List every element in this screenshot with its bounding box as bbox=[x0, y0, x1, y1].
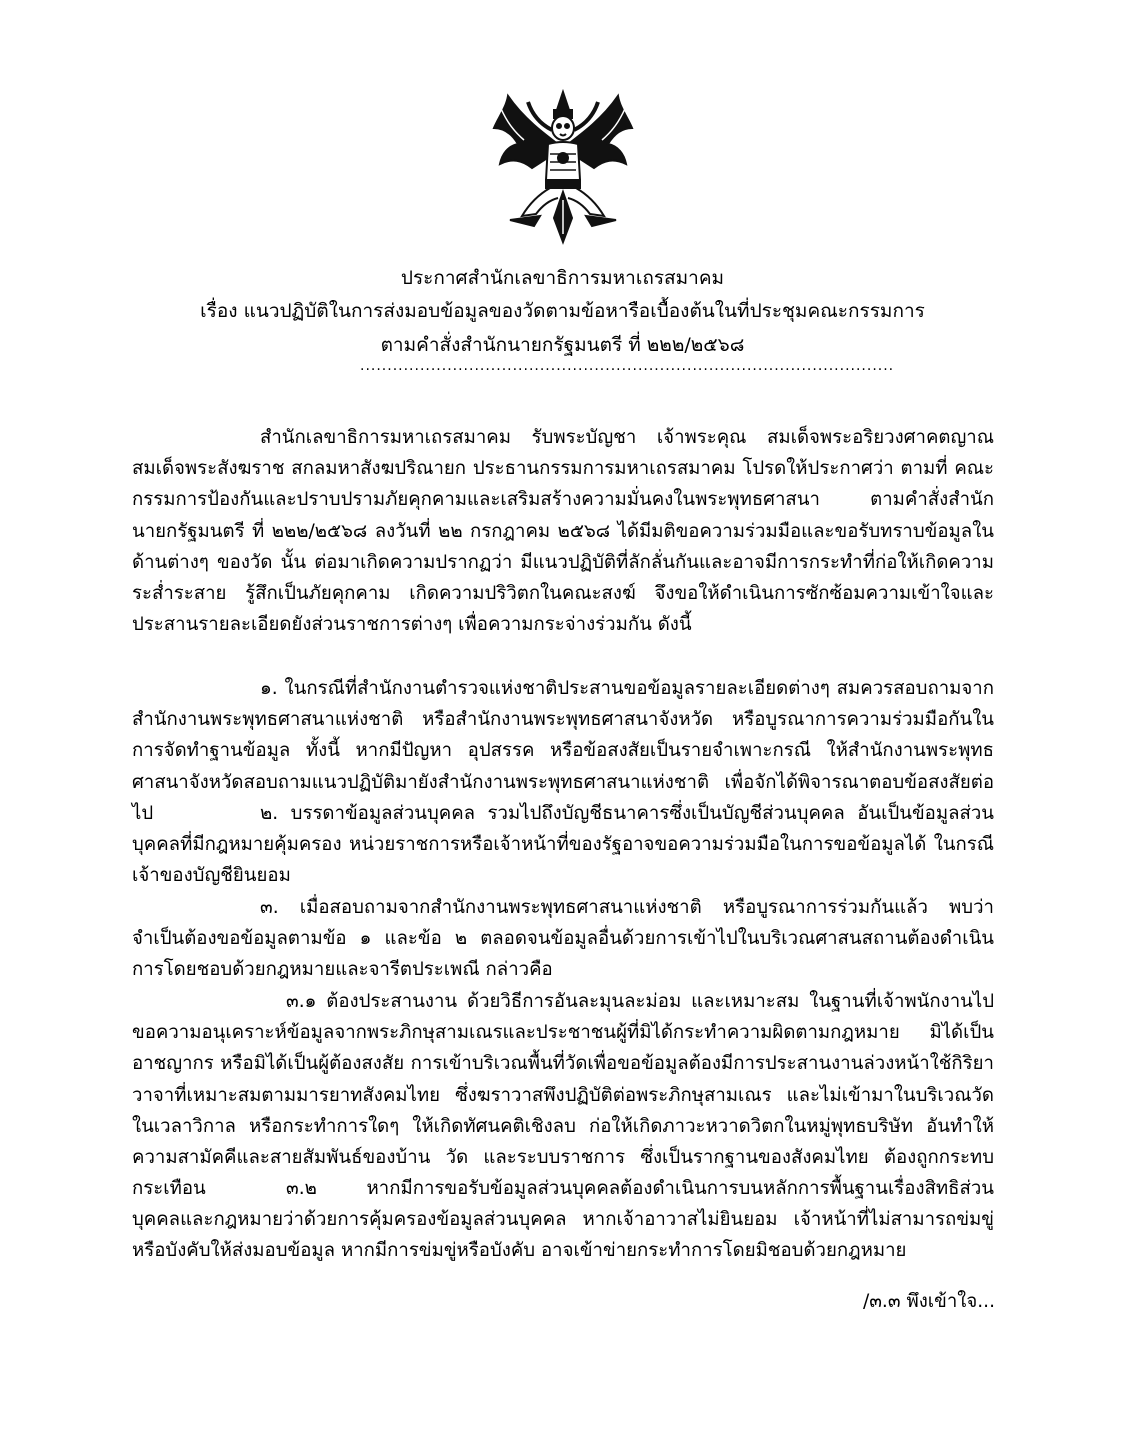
clause-3-2: ๓.๒ หากมีการขอรับข้อมูลส่วนบุคคลต้องดำเนินการบนหลักการพื้นฐานเรื่องสิทธิส่วนบุคคลและกฎหมายว่าด้วยการคุ้มครองข้อมูลส่วนบุคคล หากเจ้าอาวาสไม่ยินยอม เจ้าหน้าที่ไม่สามารถข่มขู่หรือบังคับให้ส่งมอบข้อมูล หากมีการข่มขู่หรือบังคับ อาจเข้าข่ายกระทำการโดยมิชอบด้วยกฎหมาย bbox=[132, 1178, 994, 1262]
announcement-reference: ตามคำสั่งสำนักนายกรัฐมนตรี ที่ ๒๒๒/๒๕๖๘ bbox=[380, 334, 745, 356]
clause-3-1: ๓.๑ ต้องประสานงาน ด้วยวิธีการอันละมุนละม่อม และเหมาะสม ในฐานที่เจ้าพนักงานไปขอความอนุเคราะห์ข้อมูลจากพระภิกษุสามเณรและประชาชนผู้ที่มิได้กระทำความผิดตามกฎหมาย มิได้เป็นอาชญากร หรือมิได้เป็นผู้ต้องสงสัย การเข้าบริเวณพื้นที่วัดเพื่อขอข้อมูลต้องมีการประสานงานล่วงหน้าใช้กิริยาวาจาที่เหมาะสมตามมารยาทสังคมไทย ซึ่งฆราวาสพึงปฏิบัติต่อพระภิกษุสามเณร และไม่เข้ามาในบริเวณวัดในเวลาวิกาล หรือกระทำการใดๆ ให้เกิดทัศนคติเชิงลบ ก่อให้เกิดภาวะหวาดวิตกในหมู่พุทธบริษัท อันทำให้ความสามัคคีและสายสัมพันธ์ของบ้าน วัด และระบบราชการ ซึ่งเป็นรากฐานของสังคมไทย ต้องถูกกระทบกระเทือน bbox=[132, 991, 994, 1200]
heading-divider: .................................................................................................. bbox=[360, 358, 895, 374]
continuation-note: /๓.๓ พึงเข้าใจ... bbox=[862, 1291, 995, 1312]
garuda-emblem bbox=[488, 88, 638, 246]
intro-paragraph: สำนักเลขาธิการมหาเถรสมาคม รับพระบัญชา เจ้าพระคุณ สมเด็จพระอริยวงศาคตญาณ สมเด็จพระสังฆราช สกลมหาสังฆปริณายก ประธานกรรมการมหาเถรสมาคม โปรดให้ประกาศว่า ตามที่ คณะกรรมการป้องกันและปราบปรามภัยคุกคามและเสริมสร้างความมั่นคงในพระพุทธศาสนา ตามคำสั่งสำนักนายกรัฐมนตรี ที่ ๒๒๒/๒๕๖๘ ลงวันที่ ๒๒ กรกฎาคม ๒๕๖๘ ได้มีมติขอความร่วมมือและขอรับทราบข้อมูลในด้านต่างๆ ของวัด นั้น ต่อมาเกิดความปรากฏว่า มีแนวปฏิบัติที่ลักลั่นกันและอาจมีการกระทำที่ก่อให้เกิดความระส่ำระสาย รู้สึกเป็นภัยคุกคาม เกิดความปริวิตกในคณะสงฆ์ จึงขอให้ดำเนินการซักซ้อมความเข้าใจและประสานรายละเอียดยังส่วนราชการต่างๆ เพื่อความกระจ่างร่วมกัน ดังนี้ bbox=[132, 427, 994, 636]
clause-3: ๓. เมื่อสอบถามจากสำนักงานพระพุทธศาสนาแห่งชาติ หรือบูรณาการร่วมกันแล้ว พบว่าจำเป็นต้องขอข้อมูลตามข้อ ๑ และข้อ ๒ ตลอดจนข้อมูลอื่นด้วยการเข้าไปในบริเวณศาสนสถานต้องดำเนินการโดยชอบด้วยกฎหมายและจารีตประเพณี กล่าวคือ bbox=[132, 897, 994, 981]
clause-2: ๒. บรรดาข้อมูลส่วนบุคคล รวมไปถึงบัญชีธนาคารซึ่งเป็นบัญชีส่วนบุคคล อันเป็นข้อมูลส่วนบุคคลที่มีกฎหมายคุ้มครอง หน่วยราชการหรือเจ้าหน้าที่ของรัฐอาจขอความร่วมมือในการขอข้อมูลได้ ในกรณีเจ้าของบัญชียินยอม bbox=[132, 803, 994, 887]
announcement-title: ประกาศสำนักเลขาธิการมหาเถรสมาคม bbox=[400, 267, 725, 289]
announcement-subject: เรื่อง แนวปฏิบัติในการส่งมอบข้อมูลของวัดตามข้อหารือเบื้องต้นในที่ประชุมคณะกรรมการ bbox=[200, 300, 925, 322]
clause-1: ๑. ในกรณีที่สำนักงานตำรวจแห่งชาติประสานขอข้อมูลรายละเอียดต่างๆ สมควรสอบถามจากสำนักงานพระพุทธศาสนาแห่งชาติ หรือสำนักงานพระพุทธศาสนาจังหวัด หรือบูรณาการความร่วมมือกันในการจัดทำฐานข้อมูล ทั้งนี้ หากมีปัญหา อุปสรรค หรือข้อสงสัยเป็นรายจำเพาะกรณี ให้สำนักงานพระพุทธศาสนาจังหวัดสอบถามแนวปฏิบัติมายังสำนักงานพระพุทธศาสนาแห่งชาติ เพื่อจักได้พิจารณาตอบข้อสงสัยต่อไป bbox=[132, 678, 994, 824]
